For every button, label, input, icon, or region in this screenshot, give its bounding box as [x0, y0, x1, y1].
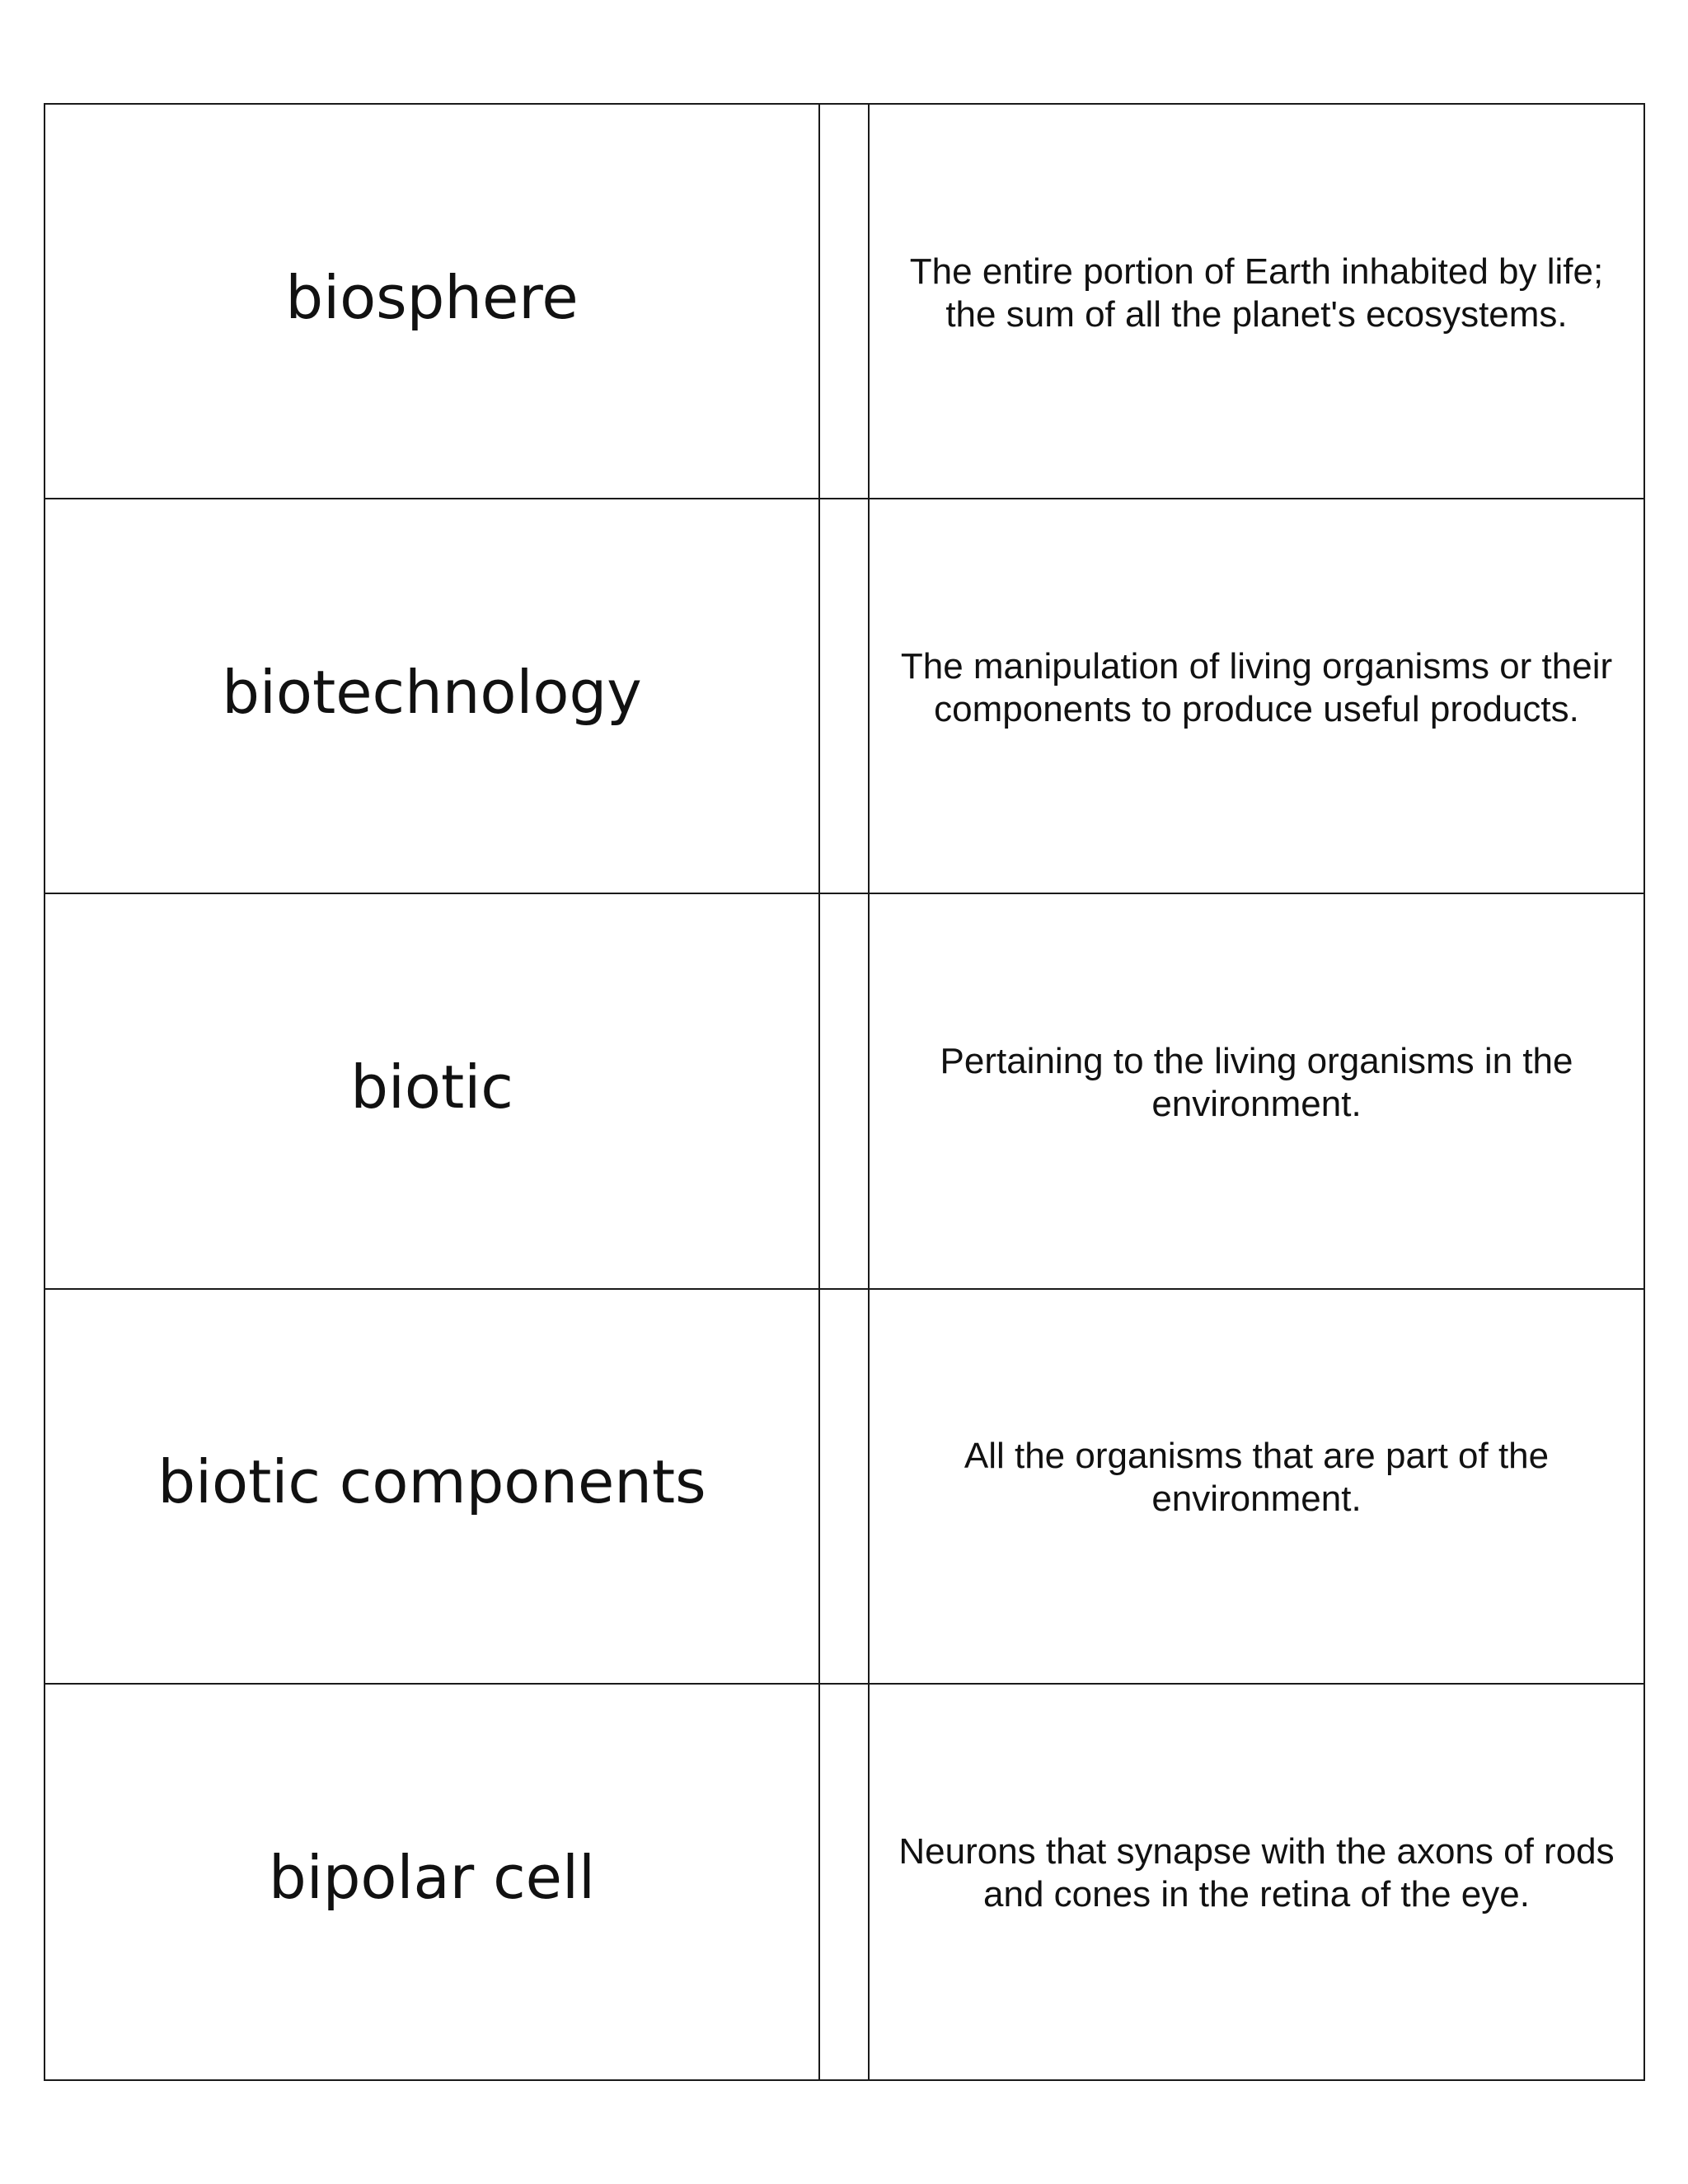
card-term: biosphere: [45, 105, 820, 499]
fold-gutter: [820, 894, 870, 1289]
flashcard-sheet: [44, 103, 1645, 2081]
card-definition: Pertaining to the living organisms in the environment.: [870, 894, 1643, 1289]
card-term: biotic components: [45, 1290, 820, 1685]
card-definition: The manipulation of living organisms or their components to produce useful products.: [870, 499, 1643, 894]
fold-gutter: [820, 499, 870, 894]
card-definition: All the organisms that are part of the environment.: [870, 1290, 1643, 1685]
card-definition: Neurons that synapse with the axons of rods and cones in the retina of the eye.: [898, 1831, 1615, 1915]
card-definition: The entire portion of Earth inhabited by life; the sum of all the planet's ecosystems.: [870, 105, 1643, 499]
fold-gutter: [820, 1290, 870, 1685]
fold-gutter: [820, 1685, 870, 2079]
card-term: bipolar cell: [45, 1685, 820, 2079]
fold-gutter: [820, 105, 870, 499]
card-term: biotechnology: [45, 499, 820, 894]
card-term: biotic: [45, 894, 820, 1289]
